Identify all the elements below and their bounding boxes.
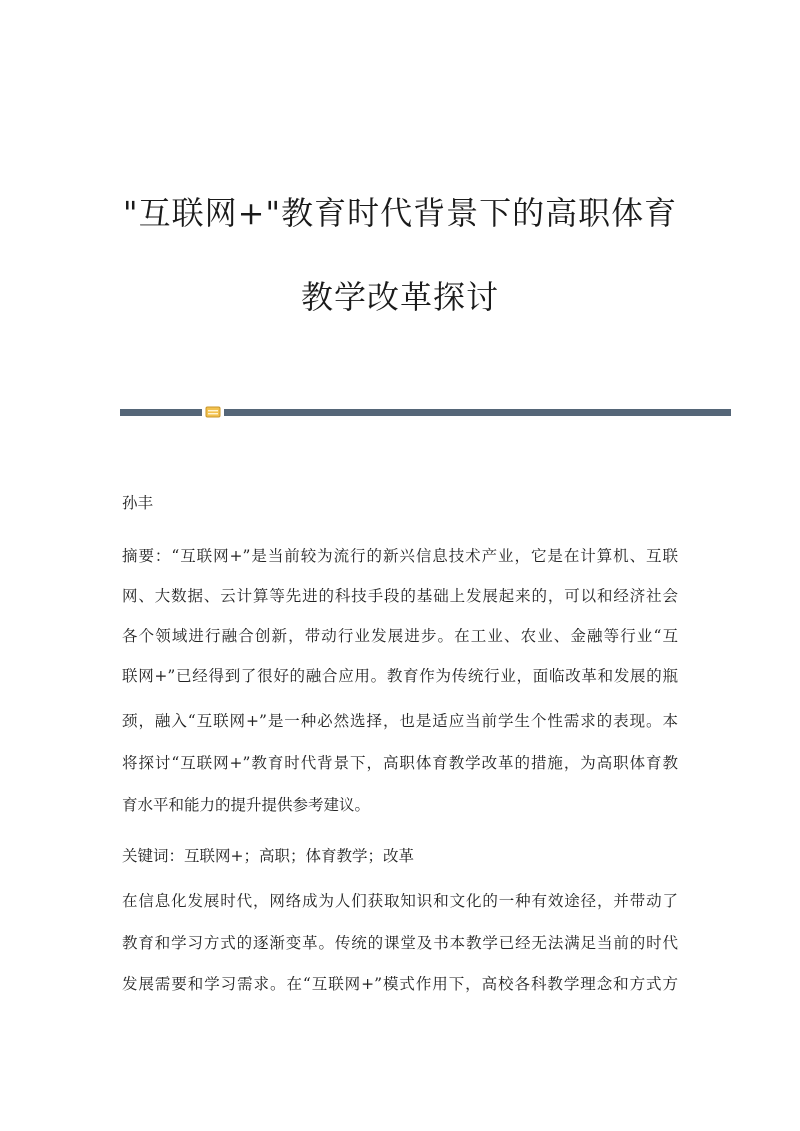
- document-title-line-1: "互联网+"教育时代背景下的高职体育: [122, 194, 678, 232]
- body-line: 发展需要和学习需求。在“互联网+”模式作用下，高校各科教学理念和方式方: [122, 975, 678, 993]
- abstract-line: 摘要：“互联网+”是当前较为流行的新兴信息技术产业，它是在计算机、互联: [122, 547, 678, 565]
- author-name: 孙丰: [122, 494, 154, 512]
- keywords-line: 关键词：互联网+；高职；体育教学；改革: [122, 847, 414, 865]
- abstract-line: 联网+”已经得到了很好的融合应用。教育作为传统行业，面临改革和发展的瓶: [122, 667, 678, 685]
- abstract-line: 颈，融入“互联网+”是一种必然选择，也是适应当前学生个性需求的表现。本: [122, 712, 678, 730]
- abstract-line: 各个领域进行融合创新，带动行业发展进步。在工业、农业、金融等行业“互: [122, 627, 678, 645]
- abstract-line: 育水平和能力的提升提供参考建议。: [122, 796, 371, 814]
- abstract-line: 网、大数据、云计算等先进的科技手段的基础上发展起来的，可以和经济社会: [122, 587, 678, 605]
- title-divider-right: [224, 409, 731, 416]
- body-line: 教育和学习方式的逐渐变革。传统的课堂及书本教学已经无法满足当前的时代: [122, 934, 678, 952]
- title-divider-left: [120, 409, 202, 416]
- body-line: 在信息化发展时代，网络成为人们获取知识和文化的一种有效途径，并带动了: [122, 892, 678, 910]
- abstract-line: 将探讨“互联网+”教育时代背景下，高职体育教学改革的措施，为高职体育教: [122, 754, 678, 772]
- divider-ornament-icon: [205, 406, 221, 418]
- document-title-line-2: 教学改革探讨: [300, 278, 499, 316]
